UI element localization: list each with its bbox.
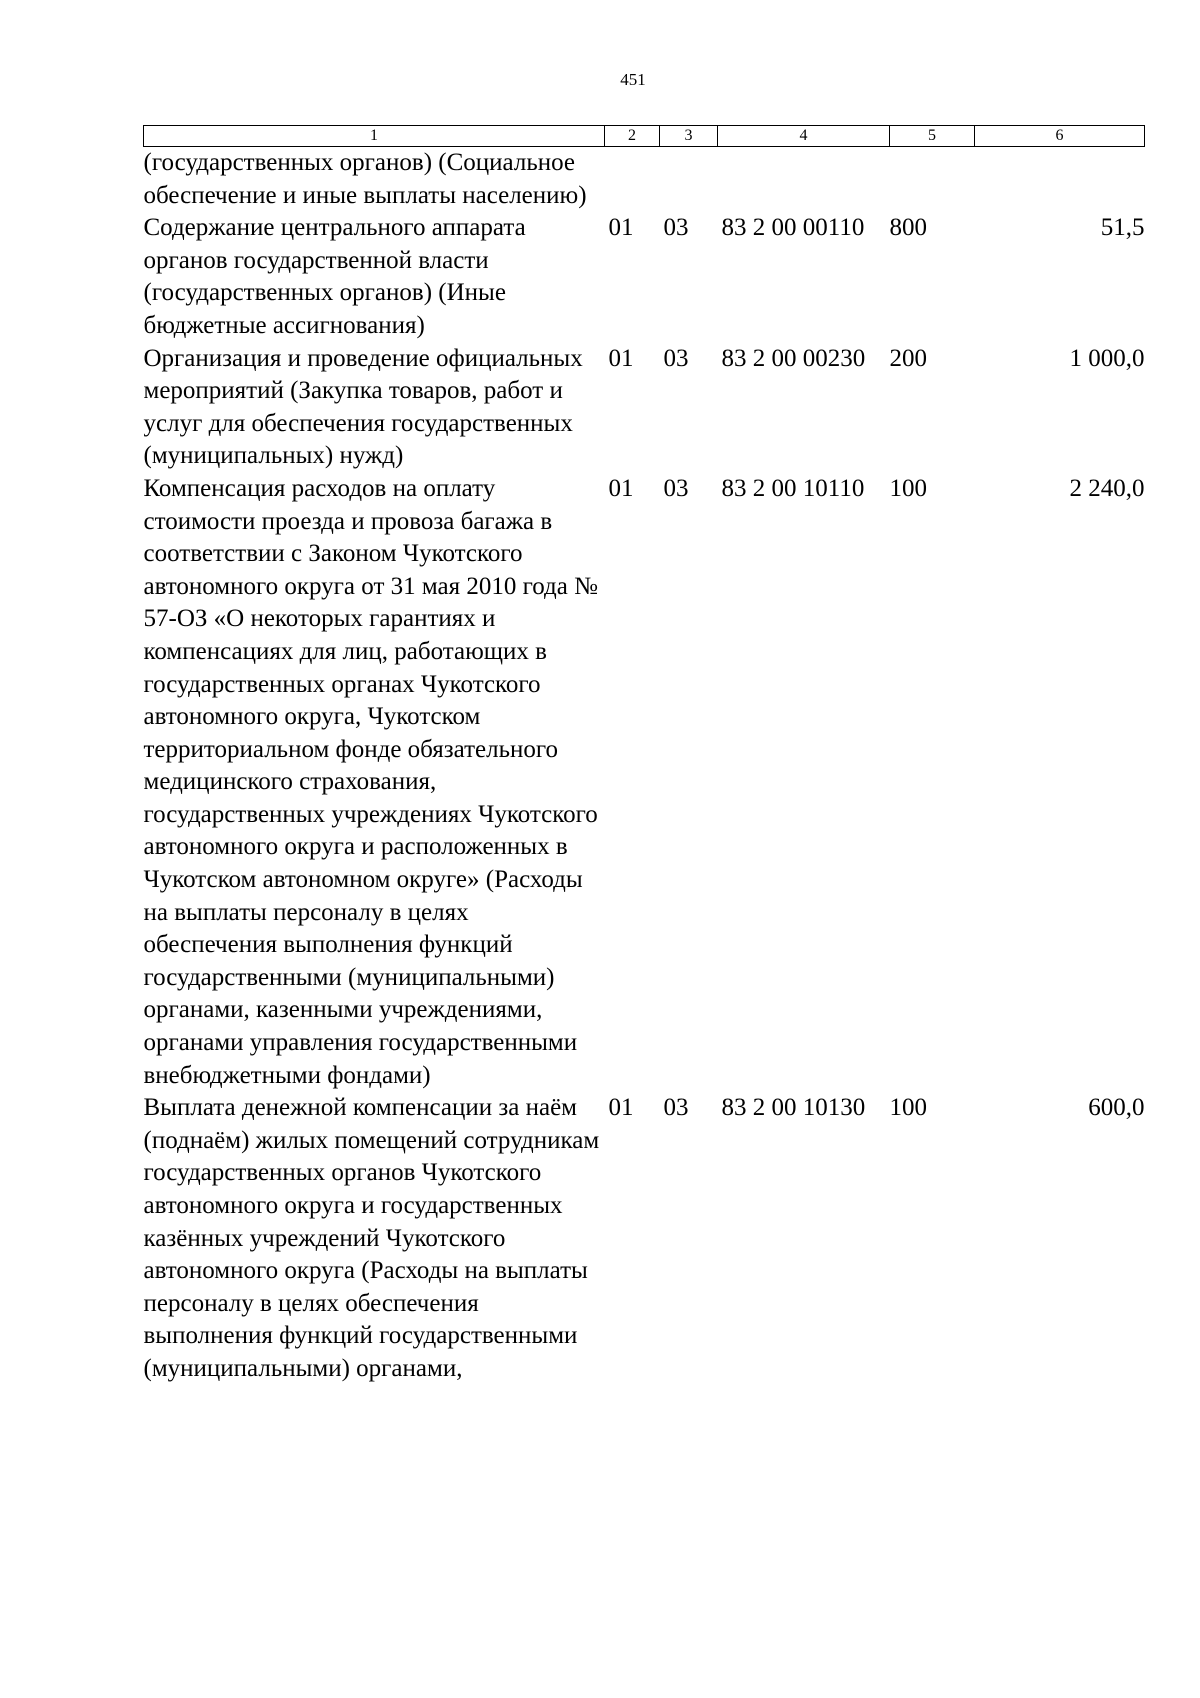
- header-col-5: 5: [890, 126, 975, 147]
- page-number: 451: [620, 70, 646, 89]
- row-expense-type: 200: [889, 344, 927, 372]
- row-target-code: [718, 147, 890, 213]
- row-sum: [975, 147, 1145, 213]
- table-row: [144, 343, 1145, 473]
- row-description: Компенсация расходов на оплату стоимости проезда и провоза багажа в соответствии с Законом Чукотского автономного округа от 31 мая 2010 года № 57-ОЗ «О некоторых гарантиях и компенсациях для лиц, работающих в государственных органах Чукотского автономного округа, Чукотском территориальном фонде обязательного медицинского страхования, государственных учреждениях Чукотского автономного округа и расположенных в Чукотском автономном округе» (Расходы на выплаты персоналу в целях обеспечения выполнения функций государственными (муниципальными) органами, казенными учреждениями, органами управления государственными внебюджетными фондами): [143, 474, 598, 1089]
- row-sum: 1 000,0: [1069, 344, 1145, 372]
- row-sum: 51,5: [1100, 214, 1145, 242]
- table-row: [144, 147, 1145, 213]
- row-subsection: 03: [663, 474, 689, 502]
- row-sum: 2 240,0: [1069, 474, 1145, 502]
- row-description: Выплата денежной компенсации за наём (поднаём) жилых помещений сотрудникам государственных органов Чукотского автономного округа и государственных казённых учреждений Чукотского автономного округа (Расходы на выплаты персоналу в целях обеспечения выполнения функций государственными (муниципальными) органами,: [143, 1094, 600, 1382]
- table-row: [144, 1092, 1145, 1385]
- header-col-3: 3: [660, 126, 718, 147]
- row-section: 01: [608, 344, 634, 372]
- row-section: 01: [608, 1094, 634, 1122]
- row-expense-type: [890, 147, 975, 213]
- row-description: (государственных органов) (Социальное обеспечение и иные выплаты населению): [143, 149, 587, 209]
- row-subsection: 03: [663, 344, 689, 372]
- header-col-4: 4: [718, 126, 890, 147]
- row-subsection: 03: [663, 214, 689, 242]
- row-target-code: 83 2 00 00110: [721, 214, 865, 242]
- row-target-code: 83 2 00 10130: [721, 1094, 866, 1122]
- row-expense-type: 100: [889, 474, 927, 502]
- row-target-code: 83 2 00 00230: [721, 344, 866, 372]
- row-section: [605, 147, 660, 213]
- header-col-6: 6: [975, 126, 1145, 147]
- row-expense-type: 100: [889, 1094, 927, 1122]
- table-row: [144, 473, 1145, 1092]
- header-col-2: 2: [605, 126, 660, 147]
- row-description: Организация и проведение официальных мероприятий (Закупка товаров, работ и услуг для обеспечения государственных (муниципальных) нужд): [143, 344, 583, 470]
- row-subsection: 03: [663, 1094, 689, 1122]
- row-subsection: [660, 147, 718, 213]
- table-row: [144, 212, 1145, 342]
- column-number-header: [144, 126, 1145, 147]
- row-section: 01: [608, 474, 634, 502]
- budget-table: [143, 125, 1145, 1386]
- row-description: Содержание центрального аппарата органов государственной власти (государственных органов) (Иные бюджетные ассигнования): [143, 214, 526, 339]
- row-target-code: 83 2 00 10110: [721, 474, 865, 502]
- header-col-1: 1: [144, 126, 605, 147]
- row-sum: 600,0: [1088, 1094, 1145, 1122]
- row-expense-type: 800: [889, 214, 927, 242]
- row-section: 01: [608, 214, 634, 242]
